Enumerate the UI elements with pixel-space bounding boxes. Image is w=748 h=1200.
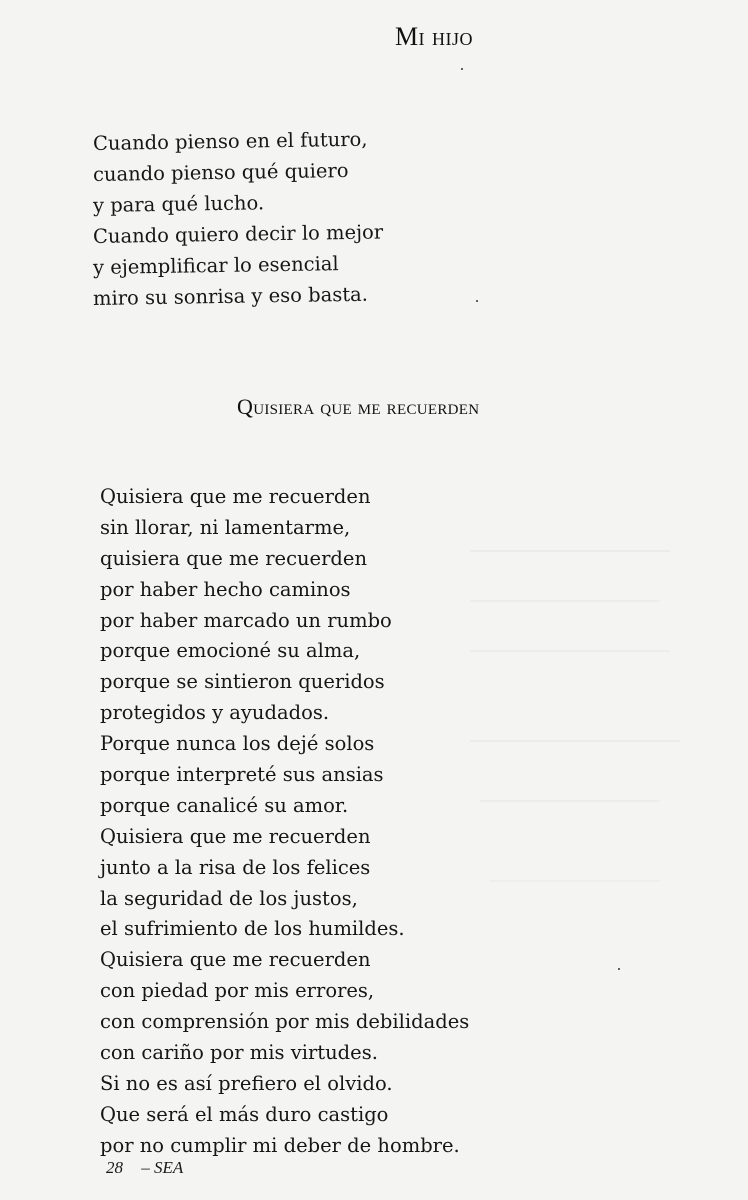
show-through-decoration: [490, 880, 660, 882]
poem-line: Quisiera que me recuerden: [100, 485, 371, 508]
footer-dash: –: [141, 1158, 150, 1177]
poem-line: Quisiera que me recuerden: [100, 948, 371, 972]
show-through-decoration: [470, 650, 670, 652]
poem-title-mi-hijo: Mi hijo: [394, 22, 474, 51]
poem-line: sin llorar, ni lamentarme,: [100, 515, 351, 539]
footer-author: SEA: [154, 1158, 184, 1177]
poem-line: cuando pienso qué quiero: [92, 158, 349, 186]
show-through-decoration: [470, 600, 660, 602]
page-number: 28: [106, 1158, 123, 1177]
poem-quisiera-que-me-recuerden: [100, 482, 469, 1162]
poem-line: porque interpreté sus ansias: [100, 763, 384, 787]
page-footer: [106, 1158, 183, 1178]
poem-line: Cuando quiero decir lo mejor: [92, 220, 384, 248]
poem-line: junto a la risa de los felices: [100, 855, 371, 879]
poem-line: quisiera que me recuerden: [100, 546, 368, 570]
poem-line: y ejemplificar lo esencial: [92, 252, 339, 279]
poem-line: Cuando pienso en el futuro,: [92, 127, 368, 155]
poem-line: el sufrimiento de los humildes.: [100, 917, 405, 941]
show-through-decoration: [470, 740, 680, 742]
poem-line: protegidos y ayudados.: [100, 701, 330, 725]
poem-line: Porque nunca los dejé solos: [100, 732, 375, 756]
ink-speck: [476, 300, 478, 302]
poem-line: Que será el más duro castigo: [100, 1102, 389, 1126]
ink-speck: [618, 968, 620, 970]
show-through-decoration: [250, 458, 550, 481]
poem-line: la seguridad de los justos,: [100, 886, 358, 910]
poem-line: con comprensión por mis debilidades: [100, 1010, 470, 1034]
poem-line: y para qué lucho.: [92, 191, 265, 217]
show-through-decoration: [470, 550, 670, 552]
poem-line: porque emocioné su alma,: [100, 639, 361, 663]
poem-line: Si no es así prefiero el olvido.: [100, 1071, 393, 1095]
poem-line: porque se sintieron queridos: [100, 670, 385, 694]
poem-line: miro su sonrisa y eso basta.: [92, 282, 369, 310]
ink-speck: [461, 68, 463, 70]
poem-line: por haber marcado un rumbo: [100, 608, 392, 632]
poem-title-quisiera-que-me-recuerden: Quisiera que me recuerden: [237, 394, 480, 419]
poem-line: Quisiera que me recuerden: [100, 824, 371, 848]
show-through-decoration: [480, 800, 660, 802]
poem-line: con piedad por mis errores,: [100, 979, 375, 1003]
poem-line: porque canalicé su amor.: [100, 793, 349, 817]
poem-line: por no cumplir mi deber de hombre.: [100, 1133, 460, 1157]
poem-line: con cariño por mis virtudes.: [100, 1041, 378, 1065]
poem-line: por haber hecho caminos: [100, 577, 351, 601]
poem-mi-hijo: [93, 128, 383, 314]
